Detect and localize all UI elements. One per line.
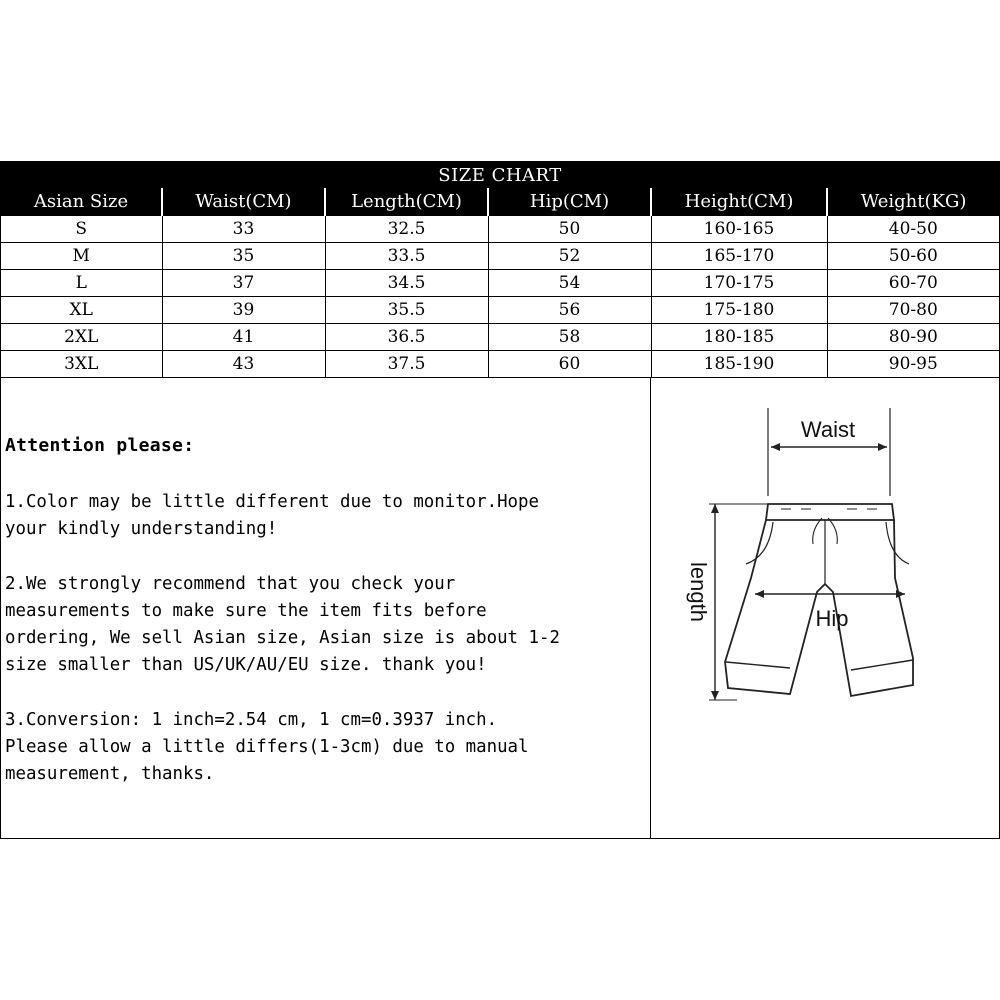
measurement-diagram-cell [650, 378, 999, 838]
shorts-drawing [725, 504, 913, 696]
table-cell: 32.5 [325, 216, 488, 243]
table-cell: 160-165 [651, 216, 827, 243]
table-title: SIZE CHART [1, 162, 999, 188]
column-header: Hip(CM) [488, 188, 651, 216]
table-cell: XL [1, 297, 162, 324]
table-cell: 90-95 [827, 351, 999, 378]
table-cell: S [1, 216, 162, 243]
note-conversion-item: 3.Conversion: 1 inch=2.54 cm, 1 cm=0.3937 inch. Please allow a little differs(1-3cm) due to manual measurement, thanks. [5, 710, 529, 784]
table-cell: 60-70 [827, 270, 999, 297]
shorts-measurement-diagram [651, 378, 1000, 838]
table-cell: 37 [162, 270, 325, 297]
note-color-item: 1.Color may be little different due to monitor.Hope your kindly understanding! [5, 492, 539, 539]
table-cell: 34.5 [325, 270, 488, 297]
table-cell: 60 [488, 351, 651, 378]
table-cell: 170-175 [651, 270, 827, 297]
table-cell: M [1, 243, 162, 270]
table-cell: 35.5 [325, 297, 488, 324]
table-title-row [1, 162, 999, 188]
column-header: Height(CM) [651, 188, 827, 216]
table-row [1, 324, 999, 351]
table-cell: 35 [162, 243, 325, 270]
table-cell: 33.5 [325, 243, 488, 270]
table-cell: 50 [488, 216, 651, 243]
table-cell: 58 [488, 324, 651, 351]
table-cell: 165-170 [651, 243, 827, 270]
table-cell: 56 [488, 297, 651, 324]
table-cell: 54 [488, 270, 651, 297]
column-header: Waist(CM) [162, 188, 325, 216]
table-cell: L [1, 270, 162, 297]
table-cell: 40-50 [827, 216, 999, 243]
table-header-row [1, 188, 999, 216]
table-row [1, 243, 999, 270]
column-header: Asian Size [1, 188, 162, 216]
table-cell: 52 [488, 243, 651, 270]
table-cell: 180-185 [651, 324, 827, 351]
size-chart-table [1, 162, 999, 377]
table-cell: 2XL [1, 324, 162, 351]
table-cell: 185-190 [651, 351, 827, 378]
table-cell: 37.5 [325, 351, 488, 378]
table-cell: 80-90 [827, 324, 999, 351]
table-cell: 39 [162, 297, 325, 324]
table-row [1, 270, 999, 297]
table-row [1, 297, 999, 324]
size-chart-sheet [0, 161, 1000, 839]
waist-label: Waist [800, 417, 856, 442]
table-cell: 41 [162, 324, 325, 351]
note-measurement-item: 2.We strongly recommend that you check your measurements to make sure the item fits before ordering, We sell Asian size, Asian size is about 1-2 size smaller than US/UK/AU/EU size. thank you! [5, 574, 560, 675]
table-cell: 43 [162, 351, 325, 378]
notes-heading: Attention please: [5, 435, 195, 456]
table-row [1, 351, 999, 378]
column-header: Length(CM) [325, 188, 488, 216]
table-cell: 36.5 [325, 324, 488, 351]
hip-label: Hip [815, 606, 849, 631]
table-cell: 175-180 [651, 297, 827, 324]
table-cell: 3XL [1, 351, 162, 378]
table-cell: 50-60 [827, 243, 999, 270]
table-row [1, 216, 999, 243]
length-label: length [686, 562, 711, 622]
column-header: Weight(KG) [827, 188, 999, 216]
table-cell: 33 [162, 216, 325, 243]
table-cell: 70-80 [827, 297, 999, 324]
attention-notes [1, 378, 649, 838]
